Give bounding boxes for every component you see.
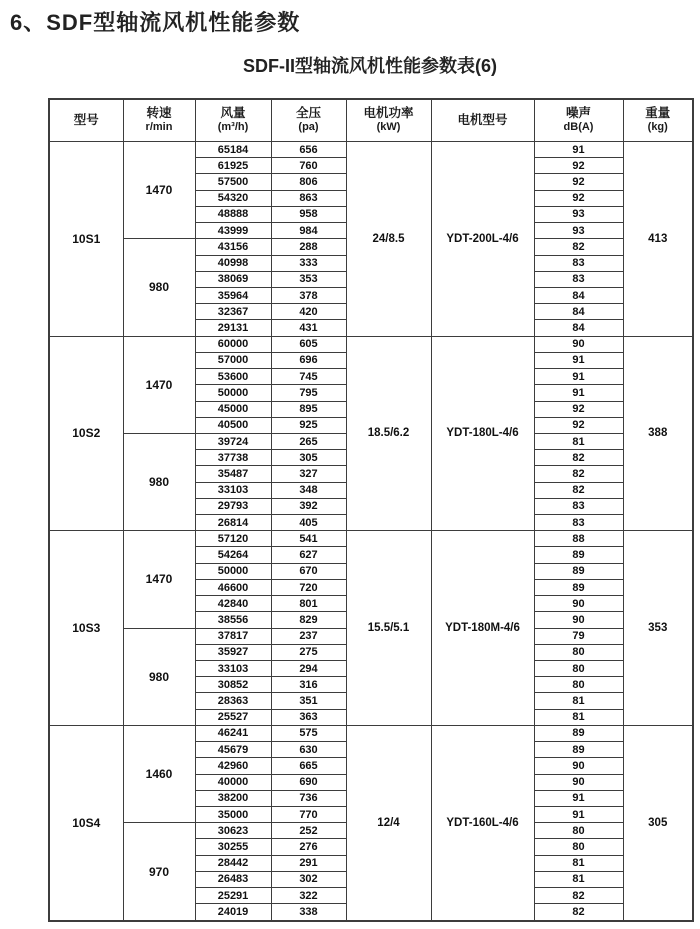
pressure-cell: 378	[271, 287, 346, 303]
model-cell: 10S1	[49, 142, 123, 337]
noise-cell: 82	[534, 904, 623, 921]
flow-cell: 46241	[195, 725, 271, 741]
noise-cell: 80	[534, 839, 623, 855]
speed-cell: 1470	[123, 142, 195, 239]
noise-cell: 89	[534, 579, 623, 595]
pressure-cell: 348	[271, 482, 346, 498]
flow-cell: 30623	[195, 823, 271, 839]
power-cell: 18.5/6.2	[346, 336, 431, 531]
pressure-cell: 984	[271, 223, 346, 239]
column-header-unit: (pa)	[298, 121, 319, 134]
column-header-unit: (m³/h)	[217, 121, 249, 134]
table-body	[49, 142, 693, 922]
motor-cell: YDT-160L-4/6	[431, 725, 534, 921]
flow-cell: 42960	[195, 758, 271, 774]
pressure-cell: 801	[271, 596, 346, 612]
speed-cell: 1470	[123, 531, 195, 628]
flow-cell: 39724	[195, 433, 271, 449]
speed-cell: 980	[123, 239, 195, 336]
noise-cell: 80	[534, 644, 623, 660]
noise-cell: 82	[534, 482, 623, 498]
pressure-cell: 333	[271, 255, 346, 271]
column-header-unit: r/min	[145, 121, 173, 134]
flow-cell: 40000	[195, 774, 271, 790]
pressure-cell: 327	[271, 466, 346, 482]
pressure-cell: 405	[271, 515, 346, 531]
pressure-cell: 275	[271, 644, 346, 660]
weight-cell: 413	[623, 142, 693, 337]
speed-cell: 980	[123, 433, 195, 530]
noise-cell: 91	[534, 806, 623, 822]
pressure-cell: 294	[271, 661, 346, 677]
flow-cell: 26483	[195, 871, 271, 887]
pressure-cell: 338	[271, 904, 346, 921]
pressure-cell: 363	[271, 709, 346, 725]
flow-cell: 32367	[195, 304, 271, 320]
weight-cell: 353	[623, 531, 693, 726]
noise-cell: 93	[534, 223, 623, 239]
flow-cell: 33103	[195, 482, 271, 498]
table-row	[49, 725, 693, 741]
noise-cell: 90	[534, 774, 623, 790]
column-header	[346, 99, 431, 142]
flow-cell: 26814	[195, 515, 271, 531]
column-header	[534, 99, 623, 142]
noise-cell: 92	[534, 401, 623, 417]
flow-cell: 53600	[195, 369, 271, 385]
flow-cell: 50000	[195, 563, 271, 579]
noise-cell: 84	[534, 304, 623, 320]
pressure-cell: 627	[271, 547, 346, 563]
noise-cell: 82	[534, 450, 623, 466]
motor-cell: YDT-180M-4/6	[431, 531, 534, 726]
weight-cell: 388	[623, 336, 693, 531]
flow-cell: 57120	[195, 531, 271, 547]
noise-cell: 82	[534, 239, 623, 255]
column-header-title: 电机功率	[363, 105, 414, 120]
pressure-cell: 925	[271, 417, 346, 433]
noise-cell: 84	[534, 287, 623, 303]
motor-cell: YDT-200L-4/6	[431, 142, 534, 337]
noise-cell: 81	[534, 855, 623, 871]
pressure-cell: 630	[271, 742, 346, 758]
pressure-cell: 237	[271, 628, 346, 644]
noise-cell: 83	[534, 255, 623, 271]
flow-cell: 28442	[195, 855, 271, 871]
noise-cell: 89	[534, 563, 623, 579]
pressure-cell: 392	[271, 498, 346, 514]
speed-cell: 1470	[123, 336, 195, 433]
column-header-unit: (kg)	[647, 121, 668, 134]
column-header-title: 型号	[73, 112, 99, 127]
speed-cell: 1460	[123, 725, 195, 822]
flow-cell: 43999	[195, 223, 271, 239]
noise-cell: 91	[534, 790, 623, 806]
noise-cell: 80	[534, 823, 623, 839]
pressure-cell: 806	[271, 174, 346, 190]
noise-cell: 91	[534, 352, 623, 368]
pressure-cell: 770	[271, 806, 346, 822]
flow-cell: 61925	[195, 158, 271, 174]
flow-cell: 40998	[195, 255, 271, 271]
flow-cell: 24019	[195, 904, 271, 921]
fan-performance-table	[48, 98, 694, 922]
noise-cell: 83	[534, 271, 623, 287]
model-cell: 10S4	[49, 725, 123, 921]
flow-cell: 43156	[195, 239, 271, 255]
flow-cell: 45000	[195, 401, 271, 417]
page-title: 6、SDF型轴流风机性能参数	[10, 10, 301, 35]
flow-cell: 30852	[195, 677, 271, 693]
column-header	[431, 99, 534, 142]
noise-cell: 80	[534, 661, 623, 677]
column-header-unit: dB(A)	[563, 121, 594, 134]
flow-cell: 35927	[195, 644, 271, 660]
pressure-cell: 252	[271, 823, 346, 839]
noise-cell: 92	[534, 190, 623, 206]
weight-cell: 305	[623, 725, 693, 921]
noise-cell: 82	[534, 466, 623, 482]
pressure-cell: 265	[271, 433, 346, 449]
flow-cell: 50000	[195, 385, 271, 401]
noise-cell: 88	[534, 531, 623, 547]
column-header-title: 风量	[220, 105, 246, 120]
column-header-title: 重量	[645, 105, 671, 120]
table-row	[49, 531, 693, 547]
flow-cell: 54320	[195, 190, 271, 206]
pressure-cell: 745	[271, 369, 346, 385]
flow-cell: 35000	[195, 806, 271, 822]
pressure-cell: 431	[271, 320, 346, 336]
pressure-cell: 575	[271, 725, 346, 741]
pressure-cell: 690	[271, 774, 346, 790]
pressure-cell: 322	[271, 888, 346, 904]
pressure-cell: 305	[271, 450, 346, 466]
header-row	[49, 99, 693, 142]
table-row	[49, 336, 693, 352]
noise-cell: 91	[534, 142, 623, 158]
pressure-cell: 760	[271, 158, 346, 174]
column-header-unit: (kW)	[376, 121, 401, 134]
flow-cell: 54264	[195, 547, 271, 563]
column-header-title: 电机型号	[457, 112, 508, 127]
flow-cell: 48888	[195, 206, 271, 222]
pressure-cell: 302	[271, 871, 346, 887]
noise-cell: 82	[534, 888, 623, 904]
flow-cell: 40500	[195, 417, 271, 433]
pressure-cell: 351	[271, 693, 346, 709]
pressure-cell: 958	[271, 206, 346, 222]
noise-cell: 92	[534, 417, 623, 433]
model-cell: 10S3	[49, 531, 123, 726]
flow-cell: 45679	[195, 742, 271, 758]
flow-cell: 25527	[195, 709, 271, 725]
column-header-title: 全压	[295, 105, 321, 120]
column-header	[123, 99, 195, 142]
noise-cell: 81	[534, 871, 623, 887]
power-cell: 12/4	[346, 725, 431, 921]
pressure-cell: 670	[271, 563, 346, 579]
noise-cell: 89	[534, 547, 623, 563]
flow-cell: 60000	[195, 336, 271, 352]
pressure-cell: 795	[271, 385, 346, 401]
pressure-cell: 288	[271, 239, 346, 255]
noise-cell: 91	[534, 369, 623, 385]
flow-cell: 33103	[195, 661, 271, 677]
power-cell: 24/8.5	[346, 142, 431, 337]
flow-cell: 57000	[195, 352, 271, 368]
noise-cell: 83	[534, 498, 623, 514]
column-header	[195, 99, 271, 142]
column-header-title: 转速	[146, 105, 172, 120]
speed-cell: 970	[123, 823, 195, 921]
flow-cell: 46600	[195, 579, 271, 595]
noise-cell: 81	[534, 433, 623, 449]
pressure-cell: 420	[271, 304, 346, 320]
noise-cell: 90	[534, 596, 623, 612]
pressure-cell: 829	[271, 612, 346, 628]
power-cell: 15.5/5.1	[346, 531, 431, 726]
column-header	[271, 99, 346, 142]
noise-cell: 92	[534, 174, 623, 190]
noise-cell: 90	[534, 758, 623, 774]
noise-cell: 91	[534, 385, 623, 401]
pressure-cell: 656	[271, 142, 346, 158]
pressure-cell: 541	[271, 531, 346, 547]
column-header	[49, 99, 123, 142]
pressure-cell: 736	[271, 790, 346, 806]
pressure-cell: 696	[271, 352, 346, 368]
table-subtitle: SDF-II型轴流风机性能参数表(6)	[243, 56, 497, 76]
table-header	[49, 99, 693, 142]
flow-cell: 38069	[195, 271, 271, 287]
flow-cell: 35964	[195, 287, 271, 303]
flow-cell: 35487	[195, 466, 271, 482]
flow-cell: 29131	[195, 320, 271, 336]
pressure-cell: 605	[271, 336, 346, 352]
noise-cell: 81	[534, 709, 623, 725]
flow-cell: 65184	[195, 142, 271, 158]
noise-cell: 81	[534, 693, 623, 709]
flow-cell: 38556	[195, 612, 271, 628]
flow-cell: 37738	[195, 450, 271, 466]
flow-cell: 25291	[195, 888, 271, 904]
column-header	[623, 99, 693, 142]
flow-cell: 29793	[195, 498, 271, 514]
pressure-cell: 316	[271, 677, 346, 693]
speed-cell: 980	[123, 628, 195, 725]
noise-cell: 90	[534, 336, 623, 352]
pressure-cell: 720	[271, 579, 346, 595]
noise-cell: 90	[534, 612, 623, 628]
motor-cell: YDT-180L-4/6	[431, 336, 534, 531]
flow-cell: 42840	[195, 596, 271, 612]
table-row	[49, 142, 693, 158]
noise-cell: 79	[534, 628, 623, 644]
noise-cell: 92	[534, 158, 623, 174]
pressure-cell: 353	[271, 271, 346, 287]
flow-cell: 57500	[195, 174, 271, 190]
flow-cell: 30255	[195, 839, 271, 855]
column-header-title: 噪声	[565, 105, 591, 120]
pressure-cell: 665	[271, 758, 346, 774]
flow-cell: 37817	[195, 628, 271, 644]
pressure-cell: 291	[271, 855, 346, 871]
noise-cell: 83	[534, 515, 623, 531]
flow-cell: 38200	[195, 790, 271, 806]
noise-cell: 93	[534, 206, 623, 222]
pressure-cell: 895	[271, 401, 346, 417]
pressure-cell: 863	[271, 190, 346, 206]
noise-cell: 80	[534, 677, 623, 693]
noise-cell: 89	[534, 742, 623, 758]
pressure-cell: 276	[271, 839, 346, 855]
noise-cell: 84	[534, 320, 623, 336]
model-cell: 10S2	[49, 336, 123, 531]
flow-cell: 28363	[195, 693, 271, 709]
noise-cell: 89	[534, 725, 623, 741]
